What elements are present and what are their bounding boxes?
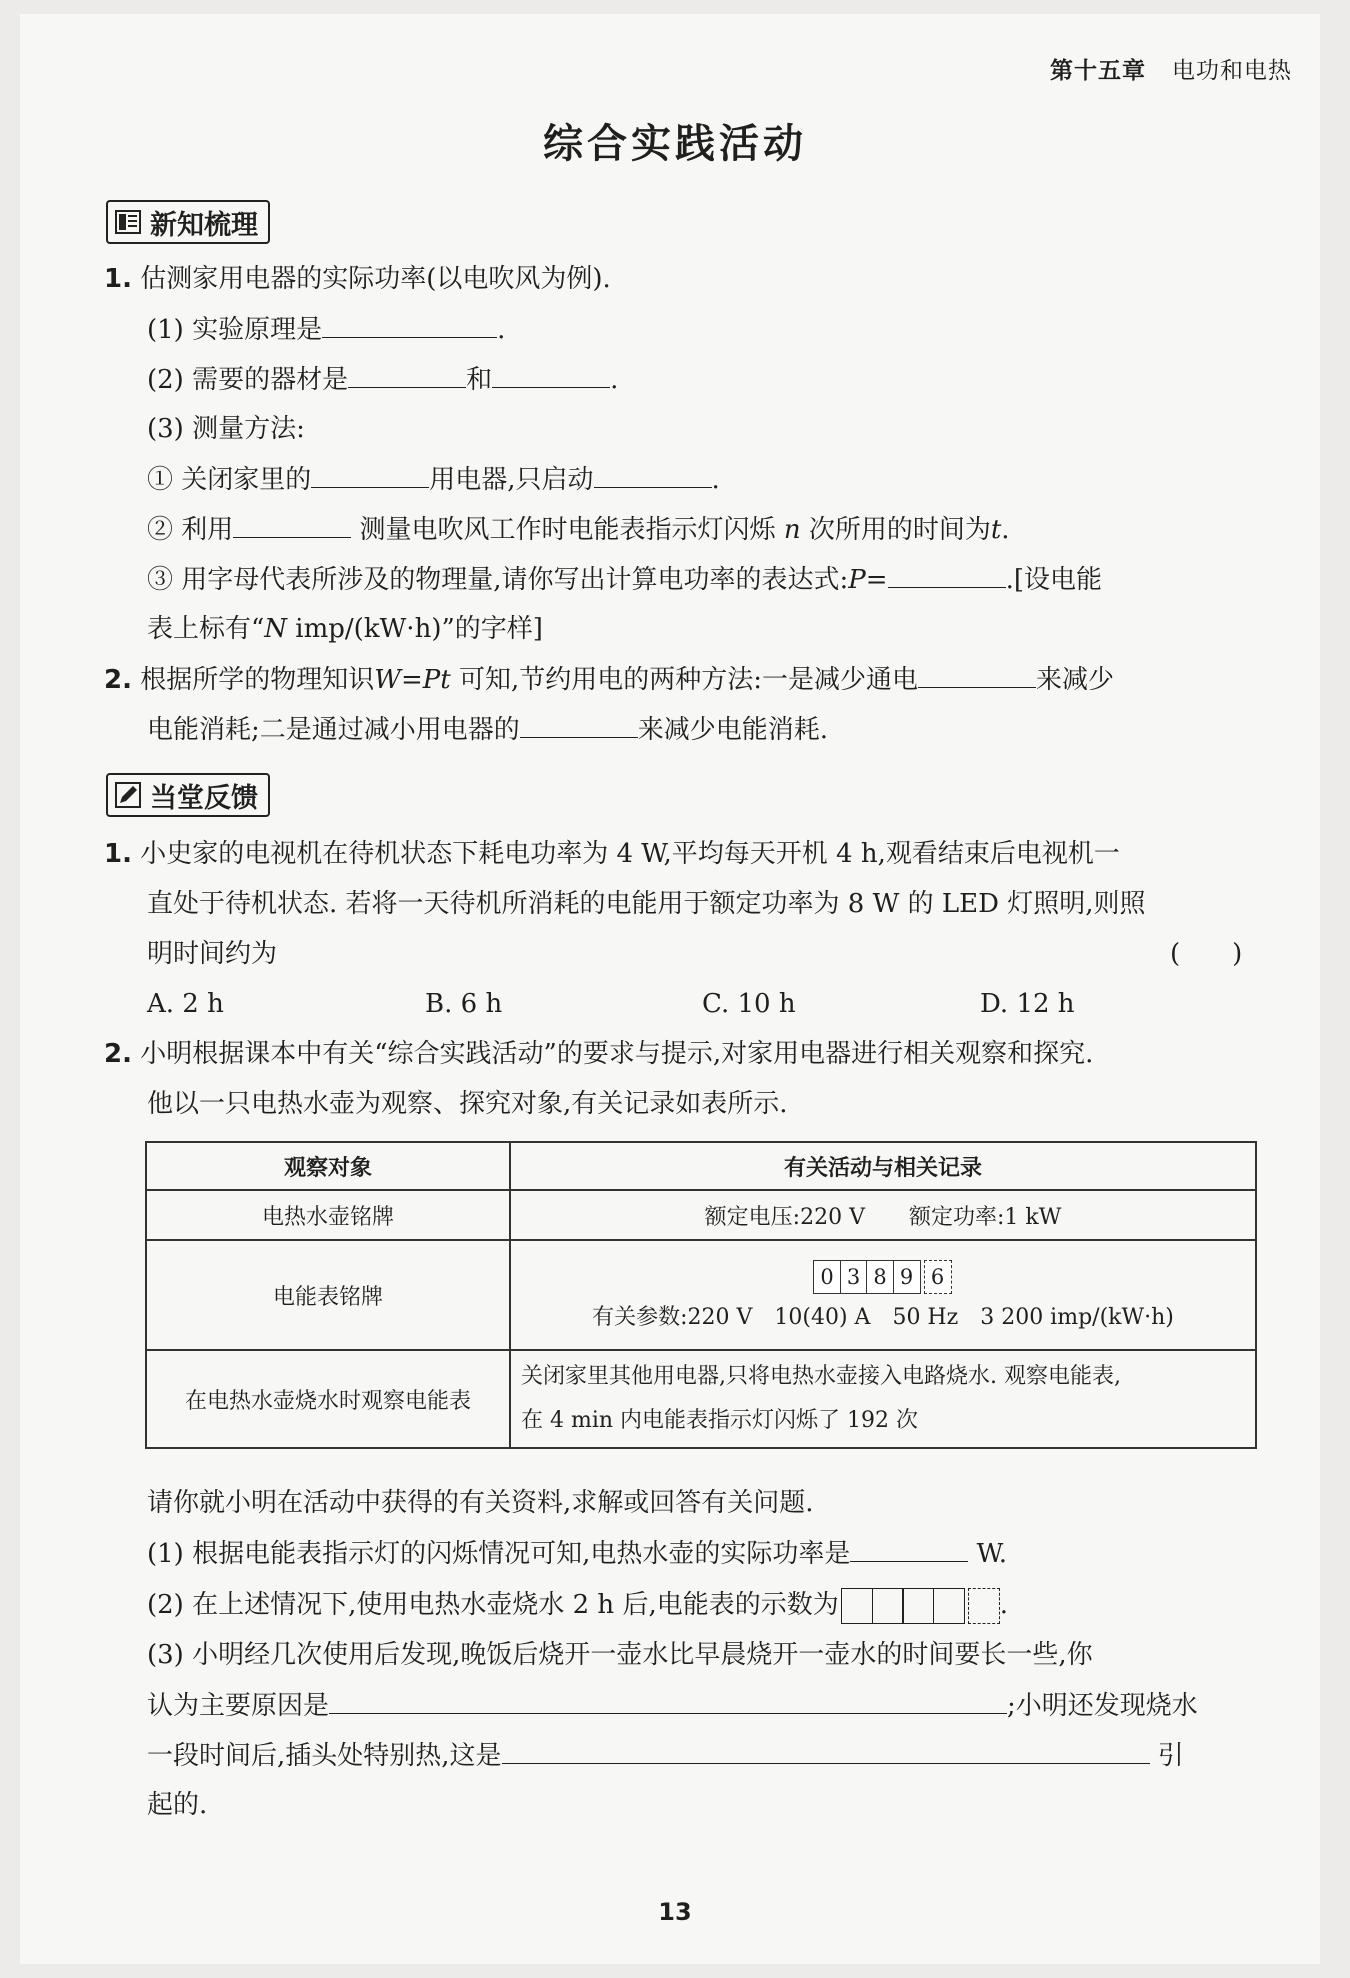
table-row bbox=[146, 1350, 1256, 1448]
meter-reading bbox=[815, 1260, 952, 1294]
answer-blank[interactable] bbox=[888, 561, 1006, 588]
option-c[interactable]: C. 10 h bbox=[702, 989, 796, 1019]
s2-q2-part3-line4: 起的. bbox=[147, 1790, 208, 1820]
s1-q1-method2: ② 利用 测量电吹风工作时电能表指示灯闪烁 n 次所用的时间为t. bbox=[147, 511, 1010, 548]
answer-blank[interactable] bbox=[311, 461, 429, 488]
answer-blank[interactable] bbox=[520, 711, 638, 738]
chapter-label: 第十五章 bbox=[1050, 58, 1146, 84]
s1-q1-part3: (3) 测量方法: bbox=[147, 414, 305, 444]
s2-q2-part2: (2) 在上述情况下,使用电热水壶烧水 2 h 后,电能表的示数为 . bbox=[147, 1587, 1008, 1624]
table-cell: 在电热水壶烧水时观察电能表 bbox=[146, 1350, 510, 1448]
s1-q1-method3-cont: 表上标有“N imp/(kW·h)”的字样] bbox=[147, 614, 543, 644]
answer-parentheses[interactable]: ( ) bbox=[1170, 939, 1243, 969]
answer-blank[interactable] bbox=[329, 1687, 1007, 1714]
option-d[interactable]: D. 12 h bbox=[980, 989, 1075, 1019]
table-header: 有关活动与相关记录 bbox=[510, 1142, 1256, 1190]
table-row bbox=[146, 1190, 1256, 1240]
s2-q1-line1: 1. 小史家的电视机在待机状态下耗电功率为 4 W,平均每天开机 4 h,观看结束后电视机一 bbox=[104, 839, 1120, 869]
s2-q1-line3: 明时间约为 bbox=[147, 939, 278, 969]
section-label: 当堂反馈 bbox=[150, 782, 258, 814]
s2-q2-part3-line2: 认为主要原因是 ;小明还发现烧水 bbox=[147, 1687, 1198, 1724]
meter-digit: 8 bbox=[866, 1260, 894, 1294]
s1-q1-stem: 1. 估测家用电器的实际功率(以电吹风为例). bbox=[104, 264, 611, 294]
s1-q1-method3: ③ 用字母代表所涉及的物理量,请你写出计算电功率的表达式:P= .[设电能 bbox=[147, 561, 1102, 598]
s2-q2-part3-line3: 一段时间后,插头处特别热,这是 引 bbox=[147, 1737, 1184, 1774]
page-title: 综合实践活动 bbox=[543, 121, 807, 167]
meter-digit: 0 bbox=[813, 1260, 841, 1294]
table-cell: 额定电压:220 V 额定功率:1 kW bbox=[510, 1190, 1256, 1240]
record-table bbox=[145, 1141, 1257, 1449]
answer-blank[interactable] bbox=[322, 311, 497, 338]
s2-q2-intro: 请你就小明在活动中获得的有关资料,求解或回答有关问题. bbox=[147, 1488, 814, 1518]
table-cell bbox=[510, 1240, 1256, 1350]
answer-blank[interactable] bbox=[233, 511, 351, 538]
answer-blank[interactable] bbox=[348, 361, 466, 388]
s1-q1-method1: ① 关闭家里的 用电器,只启动 . bbox=[147, 461, 720, 498]
meter-params: 有关参数:220 V 10(40) A 50 Hz 3 200 imp/(kW·h) bbox=[592, 1304, 1174, 1330]
s1-q2-line2: 电能消耗;二是通过减小用电器的 来减少电能消耗. bbox=[147, 711, 828, 748]
s2-q2-line1: 2. 小明根据课本中有关“综合实践活动”的要求与提示,对家用电器进行相关观察和探究. bbox=[104, 1039, 1094, 1069]
answer-blank[interactable] bbox=[502, 1737, 1150, 1764]
s2-q1-line2: 直处于待机状态. 若将一天待机所消耗的电能用于额定功率为 8 W 的 LED 灯照明,则照 bbox=[147, 889, 1146, 919]
s1-q2-line1: 2. 根据所学的物理知识W=Pt 可知,节约用电的两种方法:一是减少通电 来减少 bbox=[104, 661, 1114, 698]
answer-blank[interactable] bbox=[594, 461, 712, 488]
chapter-topic: 电功和电热 bbox=[1172, 58, 1292, 84]
meter-answer-box[interactable] bbox=[843, 1588, 1000, 1624]
table-header-row bbox=[146, 1142, 1256, 1190]
s2-q2-part3-line1: (3) 小明经几次使用后发现,晚饭后烧开一壶水比早晨烧开一壶水的时间要长一些,你 bbox=[147, 1640, 1093, 1670]
section-label: 新知梳理 bbox=[150, 209, 258, 241]
meter-digit-decimal: 6 bbox=[924, 1260, 952, 1294]
s2-q2-line2: 他以一只电热水壶为观察、探究对象,有关记录如表所示. bbox=[147, 1089, 788, 1119]
table-header: 观察对象 bbox=[146, 1142, 510, 1190]
table-cell: 电热水壶铭牌 bbox=[146, 1190, 510, 1240]
s1-q1-part2: (2) 需要的器材是 和 . bbox=[147, 361, 618, 398]
option-b[interactable]: B. 6 h bbox=[425, 989, 503, 1019]
section-new-knowledge bbox=[106, 200, 270, 244]
table-row bbox=[146, 1240, 1256, 1350]
meter-digit: 9 bbox=[893, 1260, 921, 1294]
answer-blank[interactable] bbox=[918, 661, 1036, 688]
s1-q1-part1: (1) 实验原理是 . bbox=[147, 311, 505, 348]
option-a[interactable]: A. 2 h bbox=[147, 989, 224, 1019]
answer-blank[interactable] bbox=[850, 1535, 968, 1562]
pencil-icon bbox=[114, 781, 142, 809]
table-cell: 关闭家里其他用电器,只将电热水壶接入电路烧水. 观察电能表, 在 4 min 内电能表指示灯闪烁了 192 次 bbox=[510, 1350, 1256, 1448]
section-class-feedback bbox=[106, 773, 270, 817]
s2-q2-part1: (1) 根据电能表指示灯的闪烁情况可知,电热水壶的实际功率是 W. bbox=[147, 1535, 1007, 1572]
meter-digit: 3 bbox=[840, 1260, 868, 1294]
chapter-header bbox=[1050, 52, 1292, 85]
answer-blank[interactable] bbox=[492, 361, 610, 388]
book-icon bbox=[114, 208, 142, 236]
page-number: 13 bbox=[658, 1898, 692, 1926]
table-cell: 电能表铭牌 bbox=[146, 1240, 510, 1350]
